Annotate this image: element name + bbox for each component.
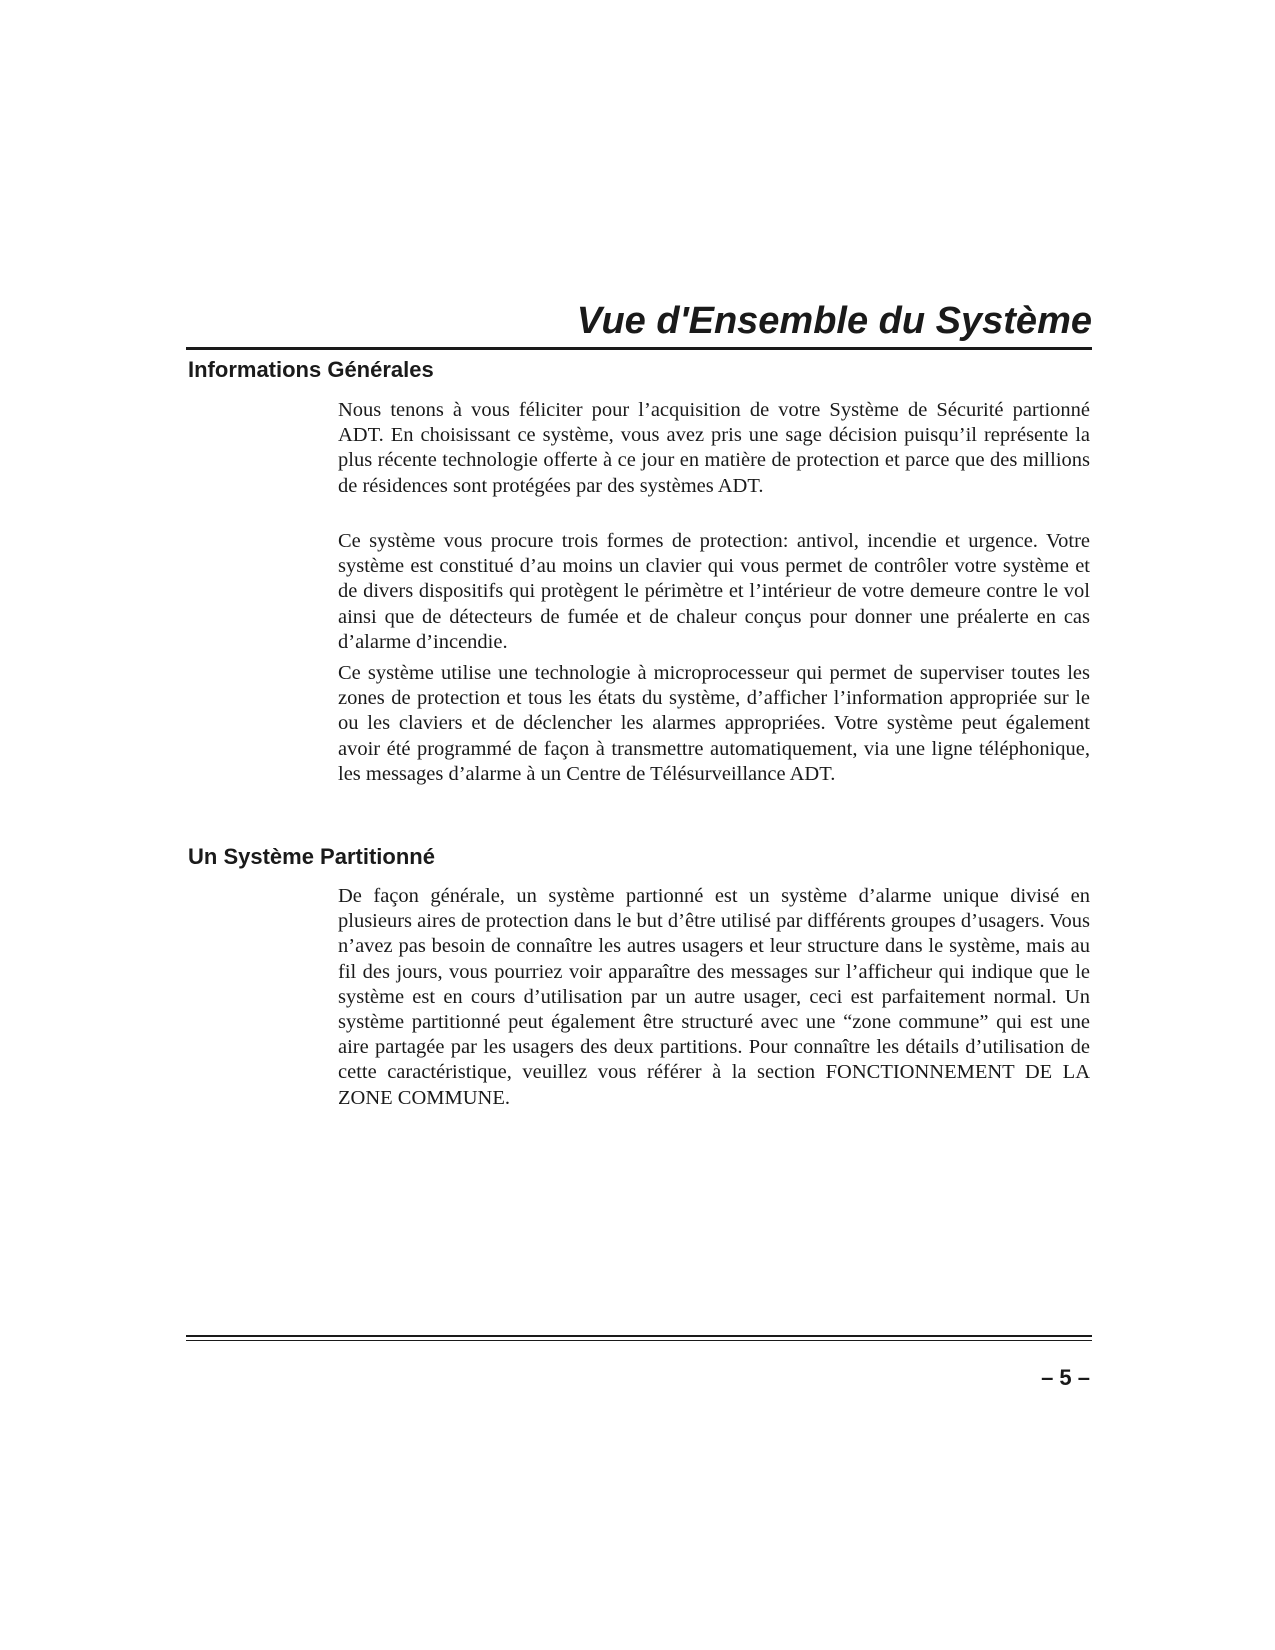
page-title: Vue d'Ensemble du Système — [576, 300, 1092, 342]
section-heading-systeme-partitionne: Un Système Partitionné — [188, 844, 435, 869]
section-heading-informations-generales: Informations Générales — [188, 357, 434, 382]
paragraph-intro: Nous tenons à vous féliciter pour l’acquisition de votre Système de Sécurité partionné ADT. En choisissant ce système, vous avez pris une sage décision puisqu’il représente la plus récente technologie offerte à ce jour en matière de protection et parce que des millions de résidences sont protégées par des systèmes ADT. — [338, 399, 1090, 497]
footer-rule-secondary — [186, 1340, 1092, 1341]
paragraph-protection: Ce système vous procure trois formes de protection: antivol, incendie et urgence. Votre système est constitué d’au moins un clavier qui vous permet de contrôler votre système et de divers dispositifs qui protègent le périmètre et l’intérieur de votre demeure contre le vol ainsi que de détecteurs de fumée et de chaleur conçus pour donner une préalerte en cas d’alarme d’incendie. — [338, 530, 1090, 653]
title-rule — [186, 347, 1092, 350]
paragraph-partition: De façon générale, un système partionné est un système d’alarme unique divisé en plusieurs aires de protection dans le but d’être utilisé par différents groupes d’usagers. Vous n’avez pas besoin de connaître les autres usagers et leur structure dans le système, mais au fil des jours, vous pourriez voir apparaître des messages sur l’afficheur qui indique que le système est en cours d’utilisation par un autre usager, ceci est parfaitement normal. Un système partitionné peut également être structuré avec une “zone commune” qui est une aire partagée par les usagers des deux partitions. Pour connaître les détails d’utilisation de cette caractéristique, veuillez vous référer à la section FONCTIONNEMENT DE LA ZONE COMMUNE. — [338, 885, 1090, 1109]
paragraph-microprocessor: Ce système utilise une technologie à microprocesseur qui permet de superviser toutes les zones de protection et tous les états du système, d’afficher l’information appropriée sur le ou les claviers et de déclencher les alarmes appropriées. Votre système peut également avoir été programmé de façon à transmettre automatiquement, via une ligne téléphonique, les messages d’alarme à un Centre de Télésurveillance ADT. — [338, 662, 1090, 785]
footer-rule — [186, 1335, 1092, 1337]
page-number: – 5 – — [1041, 1365, 1090, 1390]
